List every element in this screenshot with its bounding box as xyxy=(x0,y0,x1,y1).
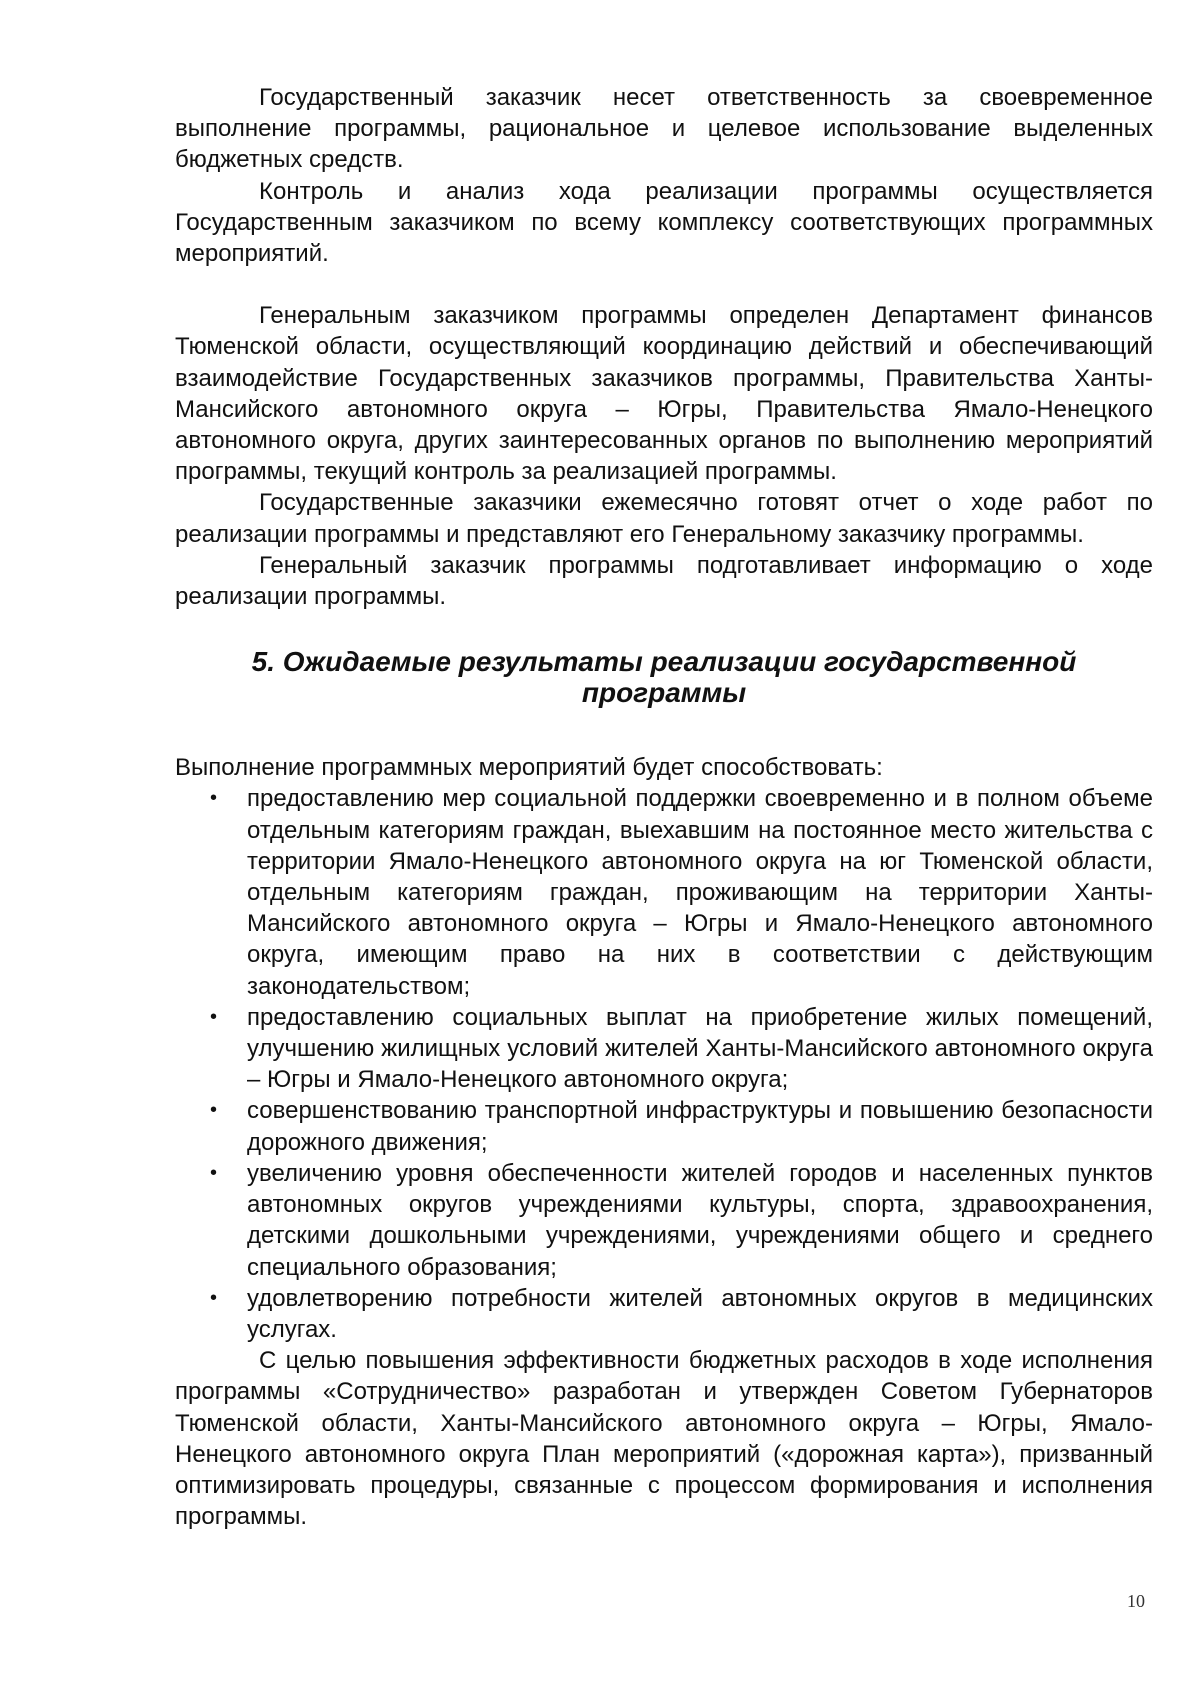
list-item-text: предоставлению социальных выплат на приобретение жилых помещений, улучшению жилищных условий жителей Ханты-Мансийского автономного округа – Югры и Ямало-Ненецкого автономного округа; xyxy=(247,1003,1153,1094)
list-item xyxy=(210,1002,1153,1096)
bullet-icon: • xyxy=(210,1161,218,1184)
paragraph-control: Контроль и анализ хода реализации программы осуществляется Государственным заказчиком по всему комплексу соответствующих программных мероприятий. xyxy=(175,177,1153,268)
list-item-text: совершенствованию транспортной инфраструктуры и повышению безопасности дорожного движения; xyxy=(247,1097,1153,1156)
paragraph-gap xyxy=(175,269,1153,300)
document-page xyxy=(175,82,1153,1532)
section-heading-line2: программы xyxy=(581,677,747,709)
list-item-text: удовлетворению потребности жителей автономных округов в медицинских услугах. xyxy=(247,1284,1153,1343)
bullet-icon: • xyxy=(210,787,218,810)
list-item-text: увеличению уровня обеспеченности жителей городов и населенных пунктов автономных округов учреждениями культуры, спорта, здравоохранения, детскими дошкольными учреждениями, учреждениями общего и среднего специального образования; xyxy=(247,1159,1153,1281)
list-item xyxy=(210,783,1153,1001)
list-item xyxy=(210,1095,1153,1157)
list-item xyxy=(210,1283,1153,1345)
results-list xyxy=(175,783,1153,1345)
section-heading xyxy=(175,646,1153,708)
paragraph-information: Генеральный заказчик программы подготавливает информацию о ходе реализации программы. xyxy=(175,551,1153,611)
section-intro: Выполнение программных мероприятий будет способствовать: xyxy=(175,754,883,782)
list-item-text: предоставлению мер социальной поддержки своевременно и в полном объеме отдельным категориям граждан, выехавшим на постоянное место жительства с территории Ямало-Ненецкого автономного округа на юг Тюменской области, отдельным категориям граждан, проживающим на территории Ханты-Мансийского автономного округа – Югры и Ямало-Ненецкого автономного округа, имеющим право на них в соответствии с действующим законодательством; xyxy=(247,785,1153,1000)
bullet-icon: • xyxy=(210,1005,218,1028)
bullet-icon: • xyxy=(210,1286,218,1309)
section-heading-line1: 5. Ожидаемые результаты реализации государственной xyxy=(251,646,1077,678)
paragraph-general-customer: Генеральным заказчиком программы определен Департамент финансов Тюменской области, осуществляющий координацию действий и обеспечивающий взаимодействие Государственных заказчиков программы, Правительства Ханты-Мансийского автономного округа – Югры, Правительства Ямало-Ненецкого автономного округа, других заинтересованных органов по выполнению мероприятий программы, текущий контроль за реализацией программы. xyxy=(175,302,1153,486)
list-item xyxy=(210,1158,1153,1283)
page-number: 10 xyxy=(1127,1591,1145,1611)
paragraph-road-map: С целью повышения эффективности бюджетных расходов в ходе исполнения программы «Сотрудничество» разработан и утвержден Советом Губернаторов Тюменской области, Ханты-Мансийского автономного округа – Югры, Ямало-Ненецкого автономного округа План мероприятий («дорожная карта»), призванный оптимизировать процедуры, связанные с процессом формирования и исполнения программы. xyxy=(175,1347,1153,1531)
bullet-icon: • xyxy=(210,1099,218,1122)
paragraph-monthly-report: Государственные заказчики ежемесячно готовят отчет о ходе работ по реализации программы и представляют его Генеральному заказчику программы. xyxy=(175,489,1153,548)
paragraph-responsibility: Государственный заказчик несет ответственность за своевременное выполнение программы, рациональное и целевое использование выделенных бюджетных средств. xyxy=(175,84,1153,174)
